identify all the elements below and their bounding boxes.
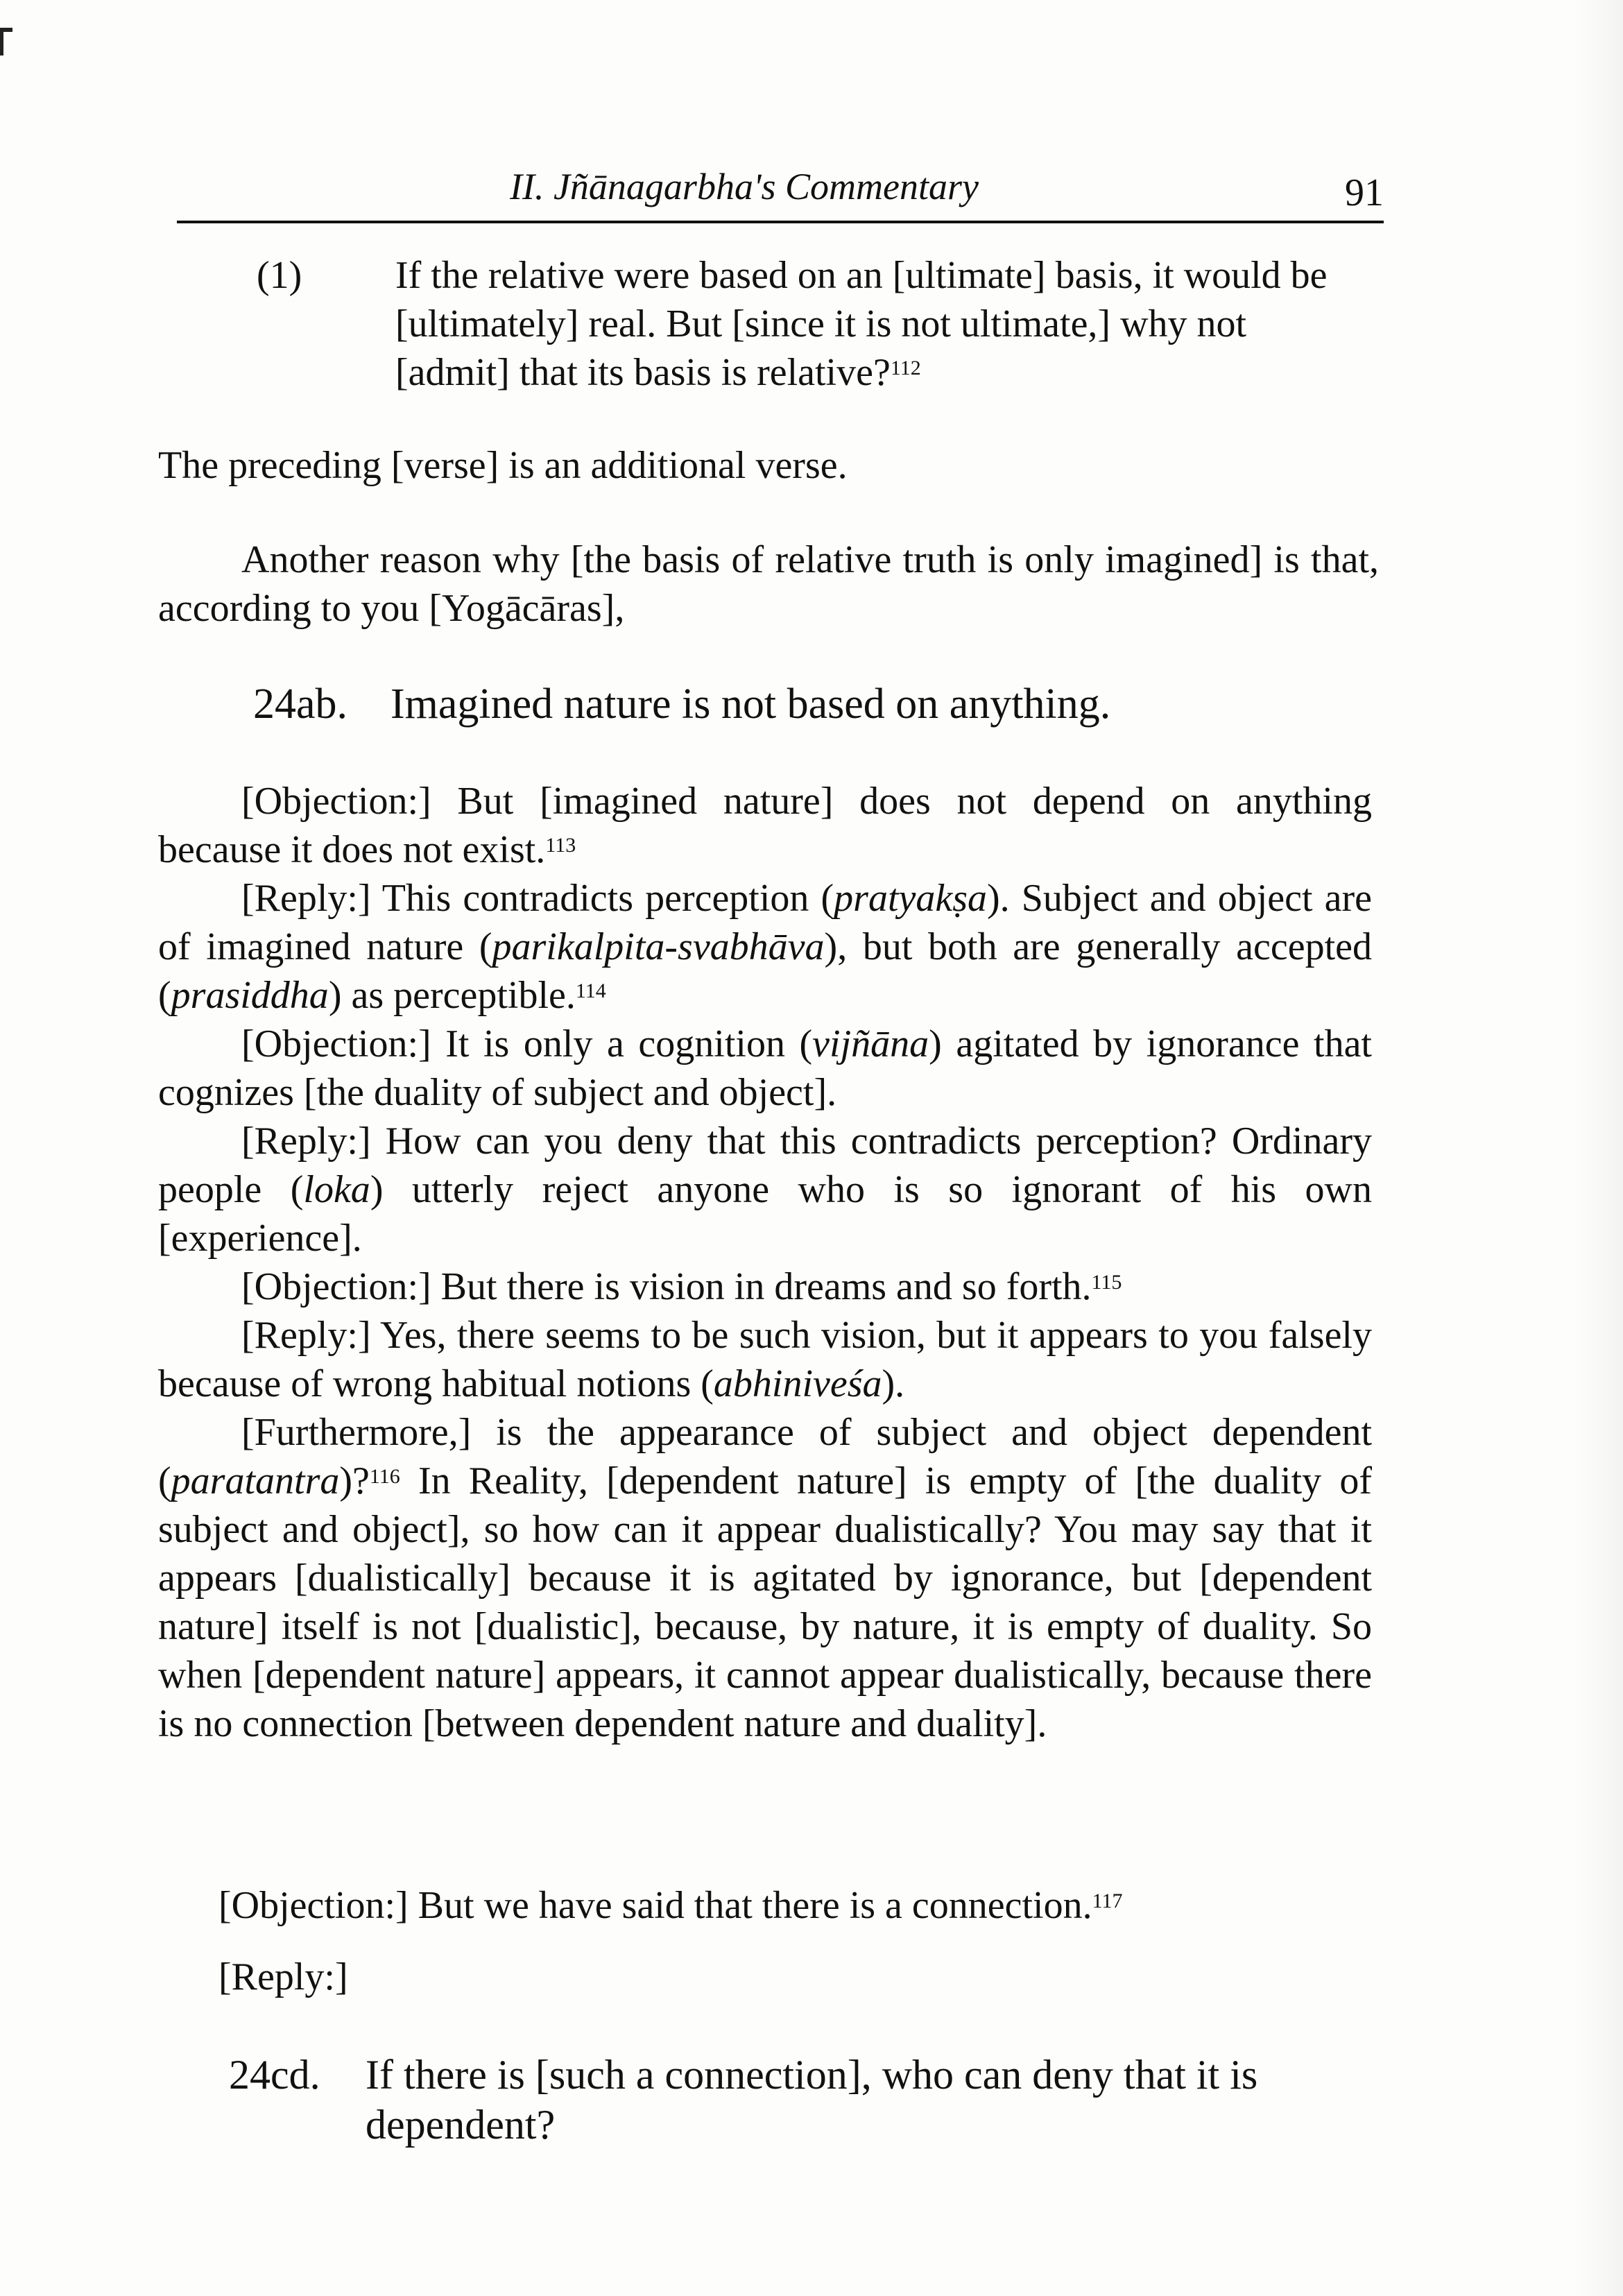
paragraph-additional-verse (158, 441, 1379, 490)
paragraph-another-reason (158, 536, 1379, 633)
page-header (177, 165, 1384, 221)
reply-label (218, 1953, 348, 2001)
reply-1-part-b: ). Subject and object are of imagined nature ( (158, 877, 1372, 968)
reply-2 (158, 1117, 1372, 1262)
term-paratantra: paratantra (171, 1459, 340, 1502)
term-parikalpita-svabhava: parikalpita-svabhāva (492, 925, 825, 968)
term-prasiddha: prasiddha (171, 974, 329, 1017)
verse-24cd-text: If there is [such a connection], who can deny that it is dependent? (366, 2052, 1258, 2148)
objection-3-text: [Objection:] But there is vision in dreams and so forth. (241, 1265, 1092, 1308)
scan-corner-mark-vertical (0, 28, 3, 55)
footnote-ref-112: 112 (890, 357, 921, 379)
verse-24ab-number: 24ab. (253, 680, 348, 728)
header-rule (177, 221, 1384, 223)
objection-2 (158, 1020, 1372, 1117)
reply-1-part-d: ) as perceptible. (328, 974, 576, 1017)
reply-1 (158, 874, 1372, 1020)
term-loka: loka (303, 1168, 370, 1211)
term-abhinivesa: abhiniveśa (713, 1362, 882, 1405)
footnote-ref-114: 114 (575, 979, 606, 1002)
reply-3 (158, 1311, 1372, 1408)
objection-2-part-b: ) agitated by ignorance that cognizes [the duality of subject and object]. (158, 1022, 1372, 1114)
footnote-ref-113: 113 (545, 834, 576, 857)
footnote-ref-115: 115 (1091, 1271, 1122, 1294)
reply-3-part-a: [Reply:] Yes, there seems to be such vision, but it appears to you falsely because of wrong habitual notions ( (158, 1314, 1372, 1405)
reply-label-text: [Reply:] (218, 1955, 348, 1998)
page-number: 91 (1345, 171, 1384, 214)
objection-1 (158, 777, 1372, 874)
reply-1-part-c: ), but both are generally accepted ( (158, 925, 1372, 1017)
footnote-ref-117: 117 (1092, 1890, 1123, 1912)
objection-1-text: [Objection:] But [imagined nature] does not depend on anything because it does not exist. (158, 780, 1372, 871)
objection-3 (158, 1262, 1372, 1311)
furthermore-part-a: [Furthermore,] is the appearance of subject and object dependent ( (158, 1411, 1372, 1502)
verse-1 (0, 251, 1623, 397)
furthermore-part-c: In Reality, [dependent nature] is empty of [the duality of subject and object], so how can it appear dualistically? You may say that it appears [dualistically] because it is agitated by ignorance, but [dependent nature] itself is not [dualistic], because, by nature, it is empty of duality. So when [dependent nature] appears, it cannot appear dualistically, because there is no connection [between dependent nature and duality]. (158, 1459, 1372, 1745)
term-pratyaksa: pratyakṣa (834, 877, 988, 920)
verse-24cd-number: 24cd. (229, 2052, 320, 2098)
paragraph-another-text: Another reason why [the basis of relative truth is only imagined] is that, according to you [Yogācāras], (158, 538, 1379, 630)
furthermore-paragraph (158, 1408, 1372, 1748)
running-title: II. Jñānagarbha's Commentary (510, 166, 979, 207)
objection-2-part-a: [Objection:] It is only a cognition ( (241, 1022, 813, 1065)
reply-2-part-a: [Reply:] How can you deny that this contradicts perception? Ordinary people ( (158, 1120, 1372, 1211)
verse-1-number: (1) (257, 254, 302, 297)
verse-24ab-text: Imagined nature is not based on anything. (390, 680, 1111, 728)
furthermore-part-b: )? (339, 1459, 370, 1502)
verse-1-body: If the relative were based on an [ultimate] basis, it would be [ultimately] real. But [since it is not ultimate,] why not [admit] that its basis is relative? (395, 254, 1328, 394)
objection-connection (218, 1881, 1398, 1930)
reply-1-part-a: [Reply:] This contradicts perception ( (241, 877, 834, 920)
term-vijnana: vijñāna (812, 1022, 929, 1065)
reply-3-part-b: ). (882, 1362, 905, 1405)
verse-1-text (395, 251, 1339, 397)
footnote-ref-116: 116 (369, 1465, 400, 1488)
paragraph-additional-text: The preceding [verse] is an additional verse. (158, 444, 848, 487)
objection-connection-text: [Objection:] But we have said that there is a connection. (218, 1884, 1092, 1927)
reply-2-part-b: ) utterly reject anyone who is so ignorant of his own [experience]. (158, 1168, 1372, 1260)
dialogue-block (158, 777, 1372, 1748)
